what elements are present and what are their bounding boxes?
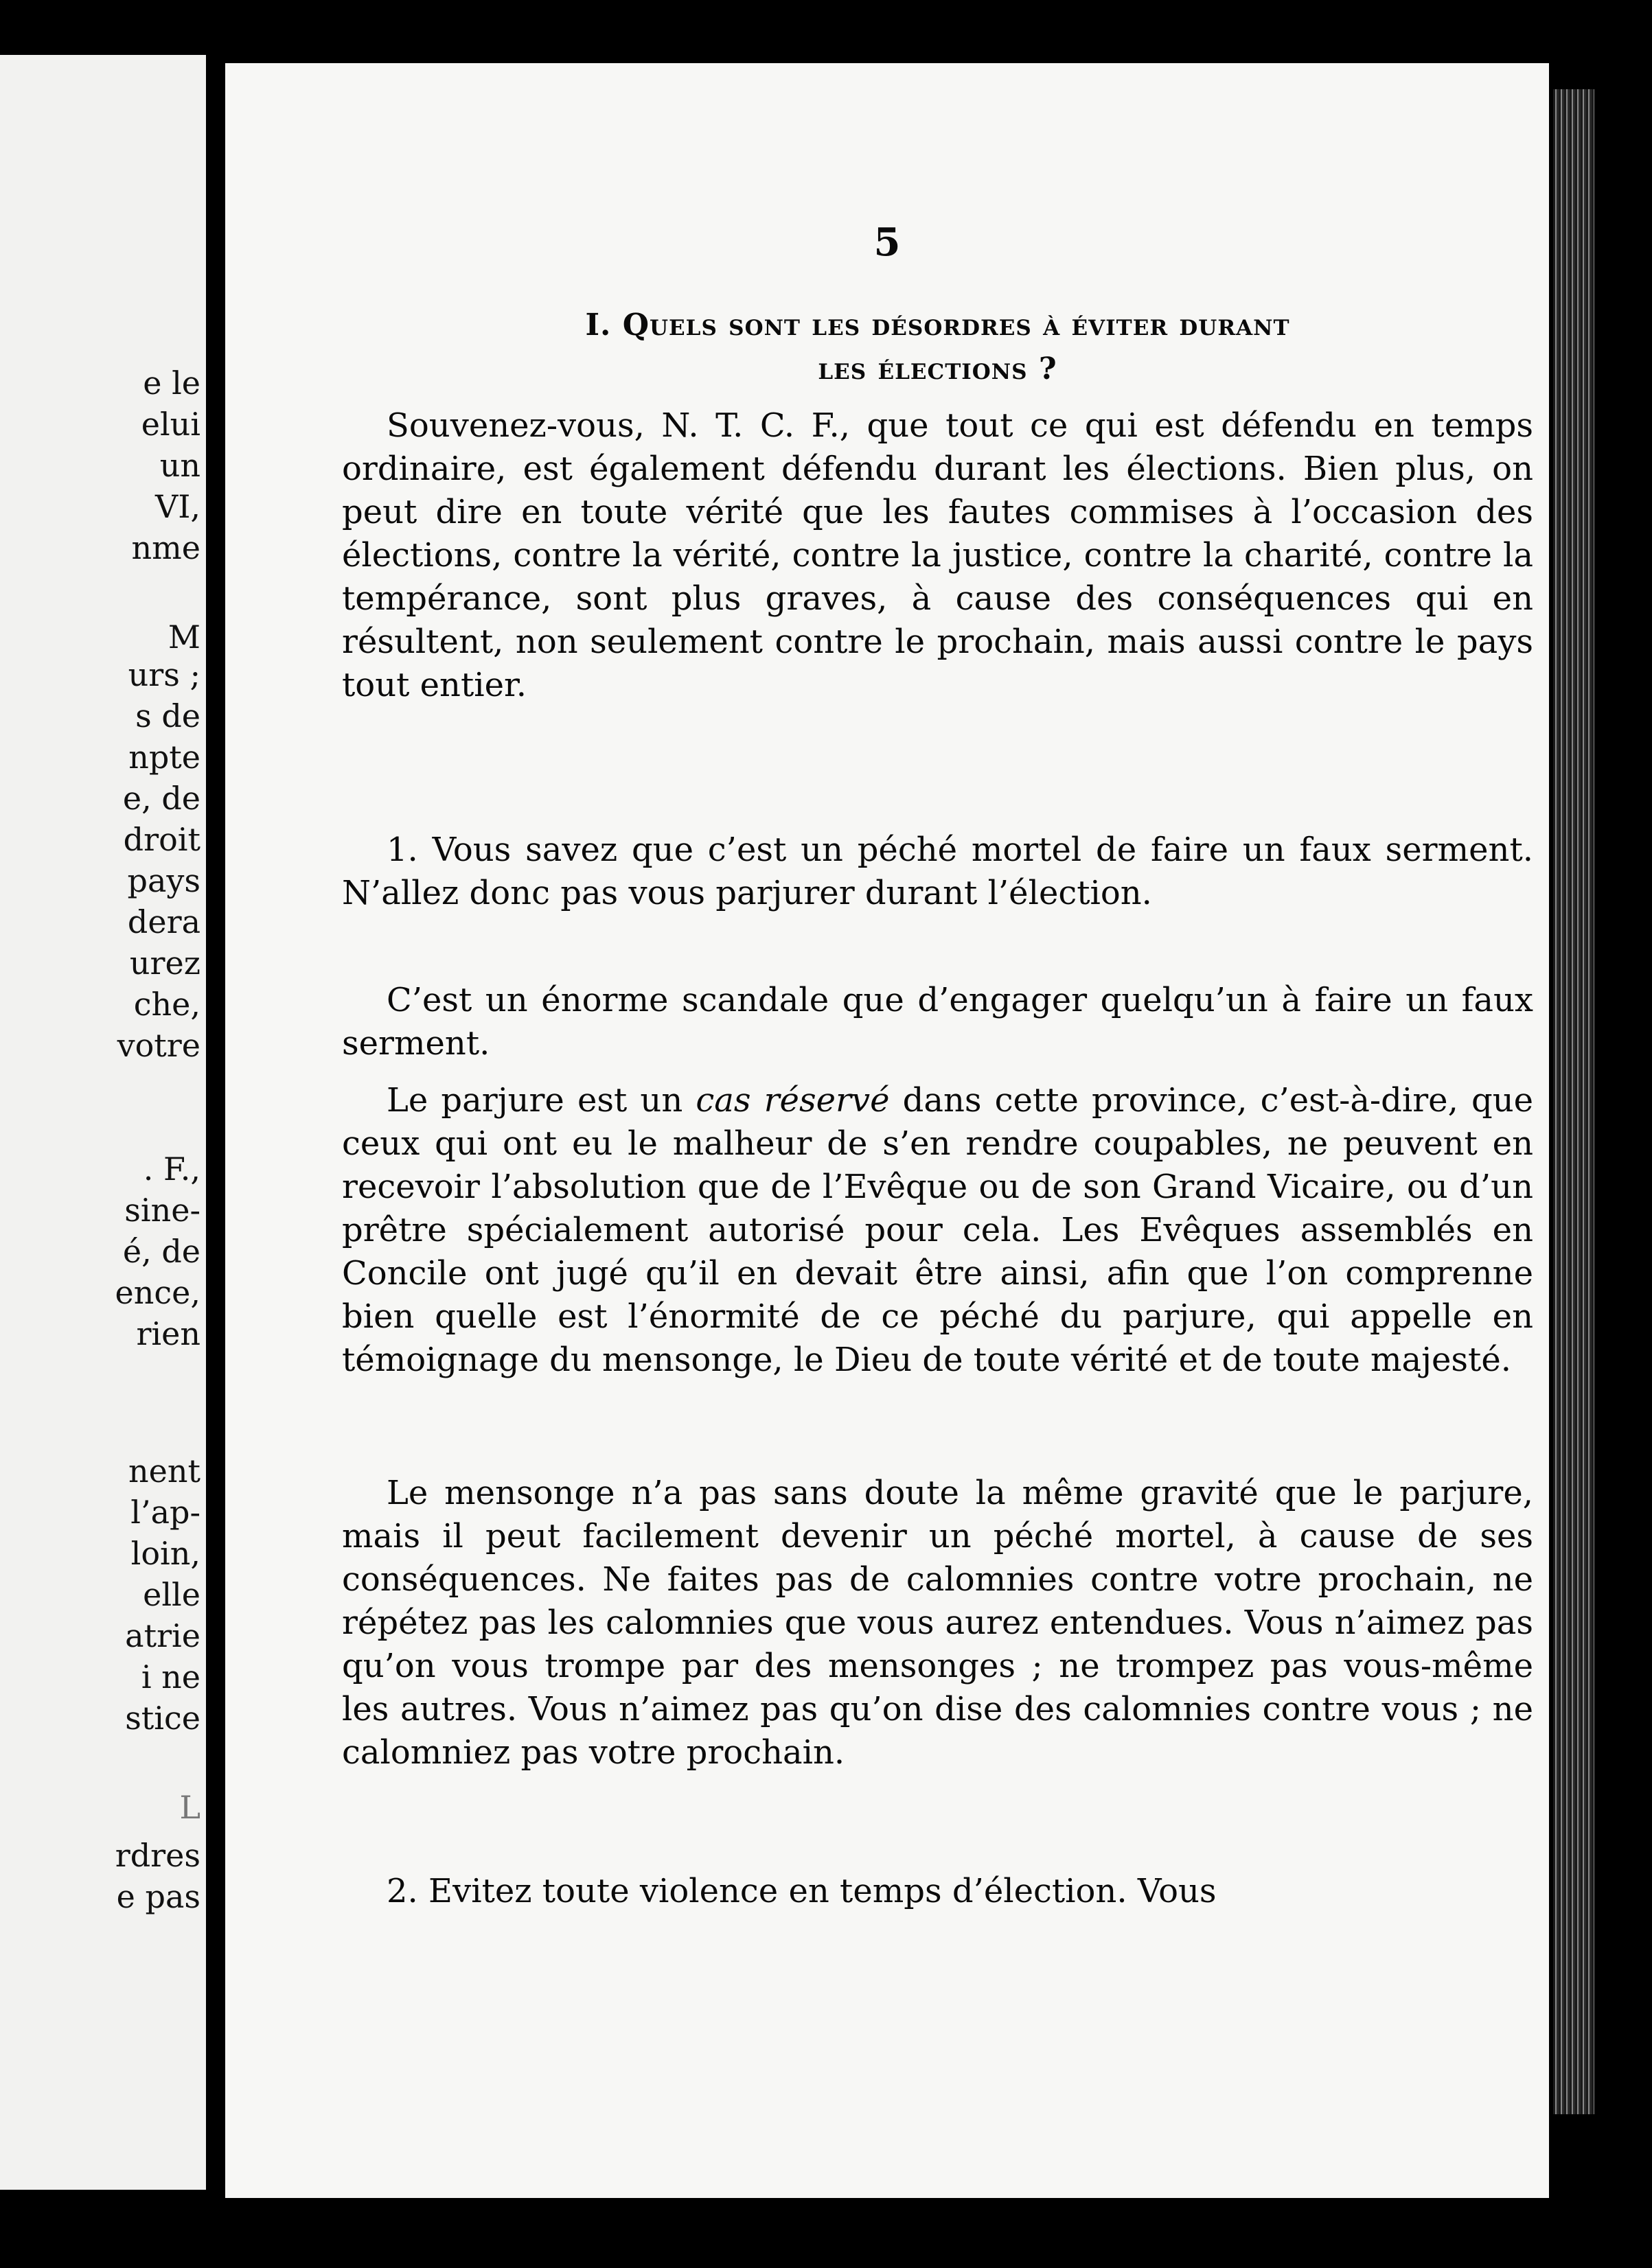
left-fragment-line: loin, bbox=[130, 1535, 200, 1572]
left-fragment-line: . F., bbox=[143, 1150, 200, 1188]
left-fragment-line: VI, bbox=[154, 488, 200, 525]
left-fragment-line: nme bbox=[131, 529, 200, 566]
section-heading bbox=[342, 303, 1533, 391]
heading-numeral: I. bbox=[585, 308, 612, 343]
heading-line-1: Quels sont les désordres à éviter durant bbox=[622, 308, 1290, 343]
left-fragment-line: stice bbox=[125, 1700, 200, 1737]
left-fragment-line: L bbox=[179, 1789, 200, 1826]
paragraph-2: 1. Vous savez que c’est un péché mortel de faire un faux serment. N’allez donc pas vous parjurer durant l’élection. bbox=[342, 831, 1533, 912]
paragraph-4-end: dans cette province, c’est-à-dire, que ceux qui ont eu le malheur de s’en rendre coupables, ne peuvent en recevoir l’absolution que de l’Evêque ou de son Grand Vicaire, ou d’un prêtre spécialement autorisé pour cela. Les Evêques assemblés en Concile ont jugé qu’il en devait être ainsi, afin que l’on comprenne bien quelle est l’énormité de ce péché du parjure, qui appelle en témoignage du mensonge, le Dieu de toute vérité et de toute majesté. bbox=[342, 1081, 1534, 1379]
left-fragment-line: sine- bbox=[124, 1192, 200, 1229]
page-number: 5 bbox=[873, 220, 901, 265]
left-fragment-line: e pas bbox=[116, 1878, 200, 1915]
left-fragment-line: i ne bbox=[141, 1658, 200, 1696]
left-fragment-line: nent bbox=[128, 1453, 200, 1490]
paragraph-3: C’est un énorme scandale que d’engager quelqu’un à faire un faux serment. bbox=[342, 981, 1533, 1063]
left-fragment-line: dera bbox=[127, 903, 200, 940]
paragraph-1: Souvenez-vous, N. T. C. F., que tout ce qui est défendu en temps ordinaire, est également défendu durant les élections. Bien plus, on peut dire en toute vérité que les fautes commises à l’occasion des élections, contre la vérité, contre la justice, contre la charité, contre la tempérance, sont plus graves, à cause des conséquences qui en résultent, non seulement contre le prochain, mais aussi contre le pays tout entier. bbox=[342, 406, 1533, 704]
main-page bbox=[225, 63, 1549, 2198]
left-fragment-line: elui bbox=[141, 406, 200, 443]
left-fragment-line: rdres bbox=[115, 1837, 200, 1874]
left-fragment-line: droit bbox=[123, 821, 200, 858]
left-fragment-line: votre bbox=[117, 1027, 200, 1064]
left-fragment-line: rien bbox=[136, 1315, 200, 1352]
left-fragment-line: e, de bbox=[122, 780, 200, 817]
left-fragment-line: urez bbox=[129, 945, 200, 982]
left-fragment-line: é, de bbox=[122, 1233, 200, 1270]
left-page-fragment bbox=[0, 55, 206, 2190]
left-fragment-line: urs ; bbox=[128, 656, 200, 693]
heading-line-2: les élections ? bbox=[818, 351, 1057, 386]
paragraph-4-start: Le parjure est un bbox=[387, 1081, 696, 1120]
left-fragment-line: ence, bbox=[115, 1274, 200, 1311]
left-fragment-line: l’ap- bbox=[130, 1494, 200, 1531]
left-fragment-line: che, bbox=[133, 986, 200, 1023]
left-fragment-line: atrie bbox=[125, 1617, 200, 1654]
left-fragment-line: un bbox=[159, 447, 200, 484]
paragraph-5: Le mensonge n’a pas sans doute la même gravité que le parjure, mais il peut facilement devenir un péché mortel, à cause de ses conséquences. Ne faites pas de calomnies contre votre prochain, ne répétez pas les calomnies que vous aurez entendues. Vous n’aimez pas qu’on vous trompe par des mensonges ; ne trompez pas vous-même les autres. Vous n’aimez pas qu’on dise des calomnies contre vous ; ne calomniez pas votre prochain. bbox=[342, 1474, 1533, 1772]
left-fragment-line: npte bbox=[128, 739, 200, 776]
paragraph-4 bbox=[342, 1079, 1533, 1382]
page-edges bbox=[1553, 89, 1594, 2114]
paragraph-4-italic: cas réservé bbox=[696, 1081, 890, 1120]
left-fragment-line: s de bbox=[135, 697, 200, 734]
paragraph-6: 2. Evitez toute violence en temps d’élection. Vous bbox=[387, 1872, 1217, 1910]
left-fragment-line: M bbox=[168, 618, 200, 656]
left-fragment-line: e le bbox=[143, 364, 200, 402]
left-fragment-line: elle bbox=[143, 1576, 200, 1613]
left-fragment-line: pays bbox=[127, 862, 200, 899]
